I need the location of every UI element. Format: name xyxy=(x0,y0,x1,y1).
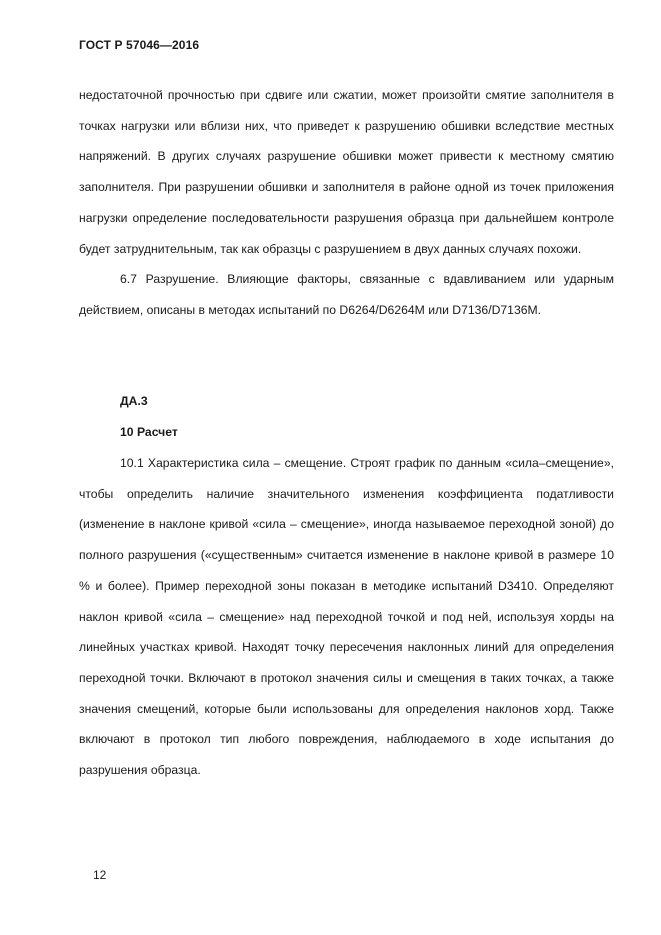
paragraph-10-1: 10.1 Характеристика сила – смещение. Строят график по данным «сила–смещение», чтобы определить наличие значительного изменения коэффициента податливости (изменение в наклоне кривой «сила – смещение», иногда называемое переходной зоной) до полного разрушения («существенным» считается изменение в наклоне кривой в размере 10 % и более). Пример переходной зоны показан в методике испытаний D3410. Определяют наклон кривой «сила – смещение» над переходной точкой и под ней, используя хорды на линейных участках кривой. Находят точку пересечения наклонных линий для определения переходной точки. Включают в протокол значения силы и смещения в таких точках, а также значения смещений, которые были использованы для определения наклонов хорд. Также включают в протокол тип любого повреждения, наблюдаемого в ходе испытания до разрушения образца. xyxy=(79,456,614,778)
page-number: 12 xyxy=(93,868,107,882)
text-block-bottom xyxy=(79,448,614,786)
section-title: 10 Расчет xyxy=(120,425,178,439)
document-header: ГОСТ Р 57046—2016 xyxy=(79,38,200,52)
paragraph-6-7: 6.7 Разрушение. Влияющие факторы, связанные с вдавливанием или ударным действием, описаны в методах испытаний по D6264/D6264M или D7136/D7136M. xyxy=(79,272,614,317)
paragraph-continuation: недостаточной прочностью при сдвиге или сжатии, может произойти смятие заполнителя в точках нагрузки или вблизи них, что приведет к разрушению обшивки вследствие местных напряжений. В других случаях разрушение обшивки может привести к местному смятию заполнителя. При разрушении обшивки и заполнителя в районе одной из точек приложения нагрузки определение последовательности разрушения образца при дальнейшем контроле будет затруднительным, так как образцы с разрушением в двух данных случаях похожи. xyxy=(79,88,614,256)
text-block-top xyxy=(79,80,614,326)
appendix-section-heading: ДА.3 xyxy=(120,394,148,408)
